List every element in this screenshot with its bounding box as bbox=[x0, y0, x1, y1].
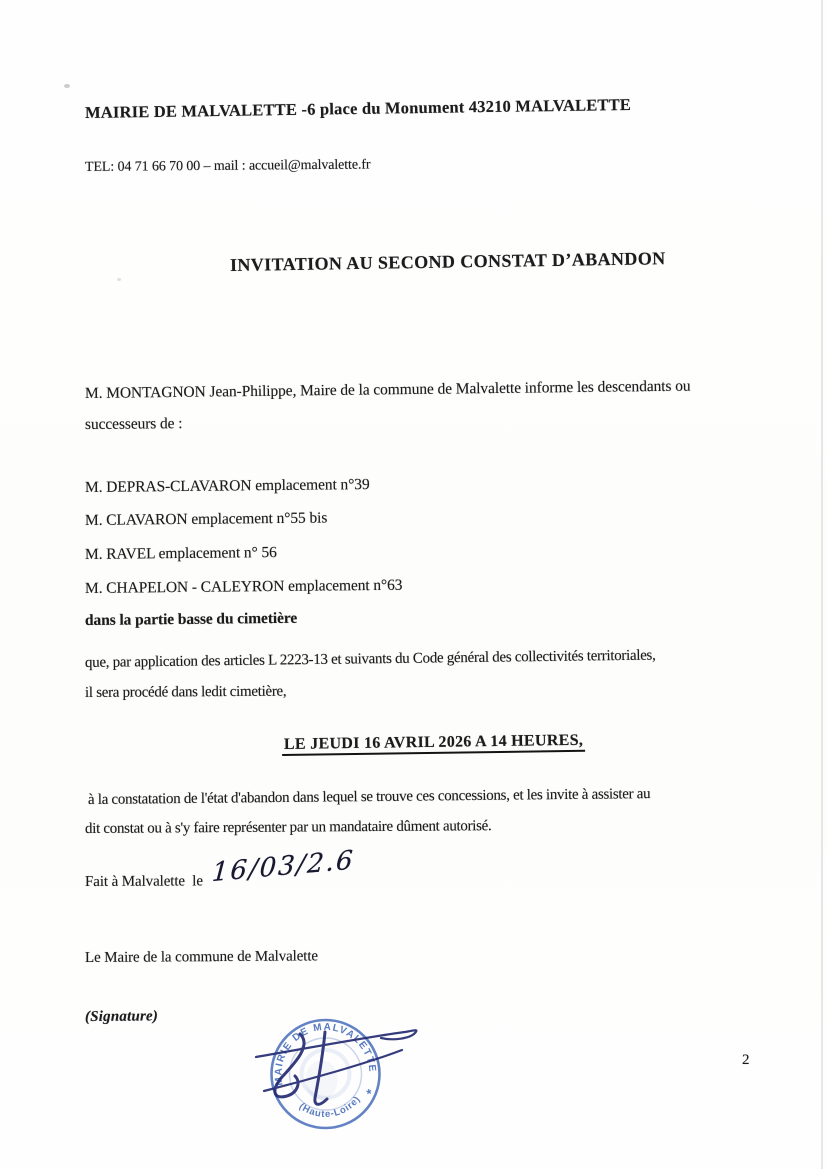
concession-line: M. RAVEL emplacement n° 56 bbox=[84, 543, 277, 563]
handwritten-date: 16/03/2.6 bbox=[210, 845, 356, 889]
scan-speck bbox=[64, 84, 70, 88]
location-note: dans la partie basse du cimetière bbox=[84, 609, 298, 629]
intro-line: M. MONTAGNON Jean-Philippe, Maire de la commune de Malvalette informe les descendants ou bbox=[84, 377, 691, 402]
meeting-date bbox=[282, 732, 585, 754]
stamp-ring-text-top: MAIRIE DE MALVALETTE bbox=[273, 1021, 378, 1087]
meeting-date-text: LE JEUDI 16 AVRIL 2026 A 14 HEURES, bbox=[282, 732, 585, 756]
place-date-label: Fait à Malvalette le bbox=[84, 873, 203, 890]
concession-line: M. DEPRAS-CLAVARON emplacement n°39 bbox=[84, 476, 370, 496]
legal-line: il sera procédé dans ledit cimetière, bbox=[84, 683, 287, 701]
concession-line: M. CHAPELON - CALEYRON emplacement n°63 bbox=[84, 576, 403, 597]
page-number: 2 bbox=[742, 1052, 750, 1068]
scan-speck bbox=[117, 278, 121, 281]
closing-line: à la constatation de l'état d'abandon dans lequel se trouve ces concessions, et les invite à assister au bbox=[87, 786, 651, 808]
header-contact: TEL: 04 71 66 70 00 – mail : accueil@malvalette.fr bbox=[84, 157, 371, 175]
header-address: MAIRIE DE MALVALETTE -6 place du Monument 43210 MALVALETTE bbox=[84, 94, 632, 122]
concession-line: M. CLAVARON emplacement n°55 bis bbox=[84, 509, 328, 529]
scan-edge-shadow bbox=[821, 0, 823, 1169]
document-title: INVITATION AU SECOND CONSTAT D’ABANDON bbox=[229, 248, 666, 275]
stamp-ring-text-bottom: (Haute-Loire) bbox=[296, 1093, 363, 1120]
signature-label: (Signature) bbox=[84, 1008, 159, 1025]
stamp-and-signature bbox=[233, 1005, 533, 1169]
closing-line: dit constat ou à s'y faire représenter par un mandataire dûment autorisé. bbox=[84, 818, 492, 837]
legal-line: que, par application des articles L 2223-13 et suivants du Code général des collectivités territoriales, bbox=[84, 647, 656, 671]
star-icon: * bbox=[365, 1085, 373, 1102]
intro-line: successeurs de : bbox=[84, 415, 183, 433]
signatory-line: Le Maire de la commune de Malvalette bbox=[84, 948, 319, 966]
